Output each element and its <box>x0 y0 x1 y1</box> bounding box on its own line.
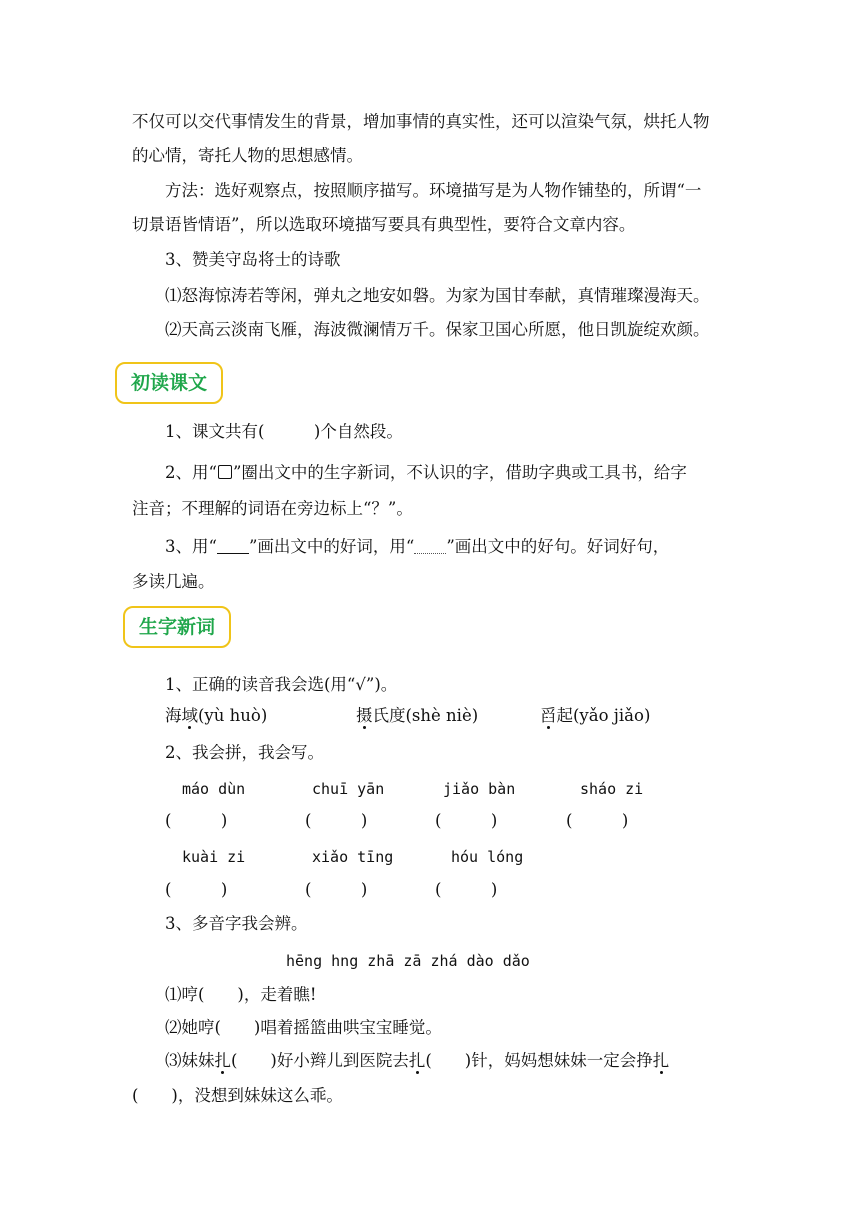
intro-line-4: 切景语皆情语”，所以选取环境描写要具有典型性，要符合文章内容。 <box>132 215 636 234</box>
pinyin-1: máo dùn <box>182 780 246 798</box>
polyphone-sentence-2: ⑵她哼( )唱着摇篮曲哄宝宝睡觉。 <box>165 1018 442 1037</box>
solid-underline-icon <box>217 539 249 554</box>
pinyin-7: hóu lóng <box>451 848 524 866</box>
answer-blank-6[interactable]: ( ) <box>305 880 368 899</box>
pinyin-3: jiǎo bàn <box>443 780 516 798</box>
answer-blank-5[interactable]: ( ) <box>165 880 228 899</box>
question-paragraph-count: 1、课文共有( )个自然段。 <box>165 422 403 441</box>
answer-blank-7[interactable]: ( ) <box>435 880 498 899</box>
answer-blank-2[interactable]: ( ) <box>305 811 368 830</box>
section-title-first-reading: 初读课文 <box>115 362 223 404</box>
answer-blank-4[interactable]: ( ) <box>566 811 629 830</box>
section-title-new-words: 生字新词 <box>123 606 231 648</box>
poem-heading: 3、赞美守岛将士的诗歌 <box>165 250 341 269</box>
square-mark-icon <box>218 465 232 479</box>
pronunciation-item-2: 摄氏度(shè niè) <box>356 706 479 725</box>
question-polyphone: 3、多音字我会辨。 <box>165 914 308 933</box>
pronunciation-item-1: 海域(yù huò) <box>165 706 268 725</box>
wavy-underline-icon <box>414 539 446 554</box>
poem-line-1: ⑴怒海惊涛若等闲，弹丸之地安如磐。为家为国甘奉献，真情璀璨漫海天。 <box>165 286 710 305</box>
pinyin-5: kuài zi <box>182 848 246 866</box>
poem-line-2: ⑵天高云淡南飞雁，海波微澜情万千。保家卫国心所愿，他日凯旋绽欢颜。 <box>165 320 710 339</box>
pronunciation-item-3: 舀起(yǎo jiǎo) <box>540 706 651 725</box>
answer-blank-3[interactable]: ( ) <box>435 811 498 830</box>
question-spell-write: 2、我会拼，我会写。 <box>165 743 324 762</box>
question-underline: 3、用“ ”画出文中的好词，用“ ”画出文中的好句。好词好句， <box>165 537 670 556</box>
polyphone-options: hēng hng zhā zā zhá dào dǎo <box>286 952 530 970</box>
intro-line-2: 的心情，寄托人物的思想感情。 <box>132 146 363 165</box>
polyphone-sentence-3-cont: ( )，没想到妹妹这么乖。 <box>132 1086 343 1105</box>
question-underline-cont: 多读几遍。 <box>132 572 215 591</box>
polyphone-sentence-3: ⑶妹妹扎( )好小辫儿到医院去扎( )针，妈妈想妹妹一定会挣扎 <box>165 1051 670 1070</box>
pinyin-4: sháo zi <box>580 780 644 798</box>
question-circle-words-cont: 注音；不理解的词语在旁边标上“？”。 <box>132 499 413 518</box>
polyphone-sentence-1: ⑴哼( )，走着瞧! <box>165 985 317 1004</box>
intro-line-3: 方法：选好观察点，按照顺序描写。环境描写是为人物作铺垫的，所谓“一 <box>165 181 702 200</box>
answer-blank-1[interactable]: ( ) <box>165 811 228 830</box>
intro-line-1: 不仅可以交代事情发生的背景，增加事情的真实性，还可以渲染气氛，烘托人物 <box>132 112 710 131</box>
pinyin-6: xiǎo tīng <box>312 848 394 866</box>
question-circle-words: 2、用“ ”圈出文中的生字新词，不认识的字，借助字典或工具书，给字 <box>165 463 687 482</box>
question-choose-pronunciation: 1、正确的读音我会选(用“√”)。 <box>165 675 398 694</box>
pinyin-2: chuī yān <box>312 780 385 798</box>
